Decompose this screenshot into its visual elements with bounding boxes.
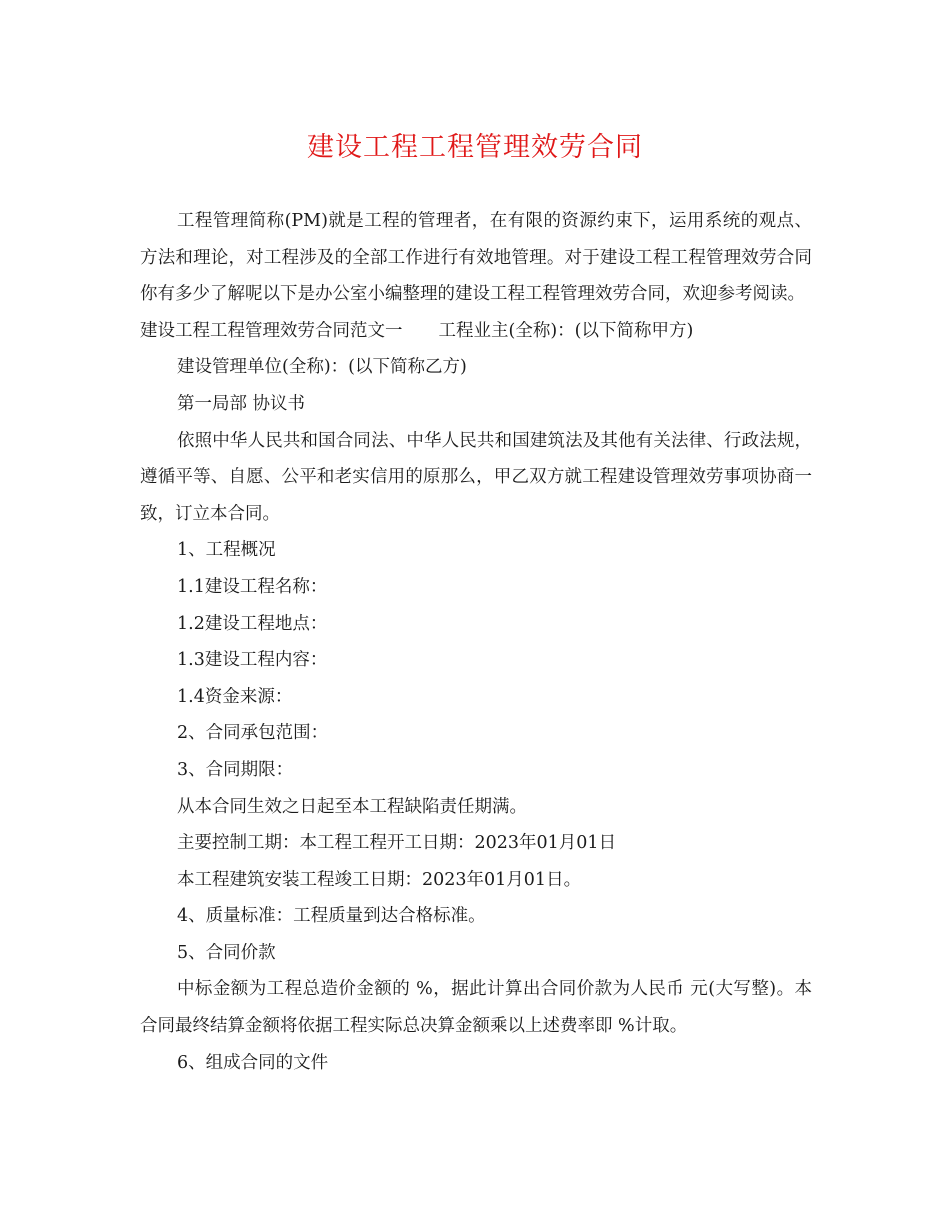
section-3-text: 从本合同生效之日起至本工程缺陷责任期满。 xyxy=(177,796,527,817)
section-1-1: 1.1建设工程名称： xyxy=(177,576,328,597)
section-2-heading: 2、合同承包范围： xyxy=(177,723,329,744)
section-3-start-date: 主要控制工期：本工程工程开工日期：2023年01月01日 xyxy=(177,833,617,854)
section-5-text: 中标金额为工程总造价金额的 %，据此计算出合同价款为人民币 元(大写整)。本合同最终结算金额将依据工程实际总决算金额乘以上述费率即 %计取。 xyxy=(140,979,812,1037)
section-1-3: 1.3建设工程内容： xyxy=(177,650,328,671)
manager-line: 建设管理单位(全称)：(以下简称乙方) xyxy=(177,357,467,378)
part-one-heading: 第一局部 协议书 xyxy=(177,393,306,414)
section-5-heading: 5、合同价款 xyxy=(177,942,276,963)
section-1-2: 1.2建设工程地点： xyxy=(177,613,328,634)
section-6-heading: 6、组成合同的文件 xyxy=(177,1052,329,1073)
document-body xyxy=(140,203,812,1081)
section-3-end-date: 本工程建筑安装工程竣工日期：2023年01月01日。 xyxy=(177,869,582,890)
intro-paragraph: 工程管理简称(PM)就是工程的管理者，在有限的资源约束下，运用系统的观点、方法和理论，对工程涉及的全部工作进行有效地管理。对于建设工程工程管理效劳合同你有多少了解呢以下是办公室小编整理的建设工程工程管理效劳合同，欢迎参考阅读。 xyxy=(140,211,812,305)
owner-line: 工程业主(全称)：(以下简称甲方) xyxy=(438,320,694,341)
basis-paragraph: 依照中华人民共和国合同法、中华人民共和国建筑法及其他有关法律、行政法规，遵循平等、自愿、公平和老实信用的原那么，甲乙双方就工程建设管理效劳事项协商一致，订立本合同。 xyxy=(140,430,812,524)
section-1-4: 1.4资金来源： xyxy=(177,686,293,707)
document-title: 建设工程工程管理效劳合同 xyxy=(307,132,643,163)
sample-heading-row xyxy=(140,313,812,350)
section-3-heading: 3、合同期限： xyxy=(177,759,294,780)
section-4-heading: 4、质量标准：工程质量到达合格标准。 xyxy=(177,906,486,927)
section-1-heading: 1、工程概况 xyxy=(177,540,276,561)
sample-label: 建设工程工程管理效劳合同范文一 xyxy=(140,320,403,341)
